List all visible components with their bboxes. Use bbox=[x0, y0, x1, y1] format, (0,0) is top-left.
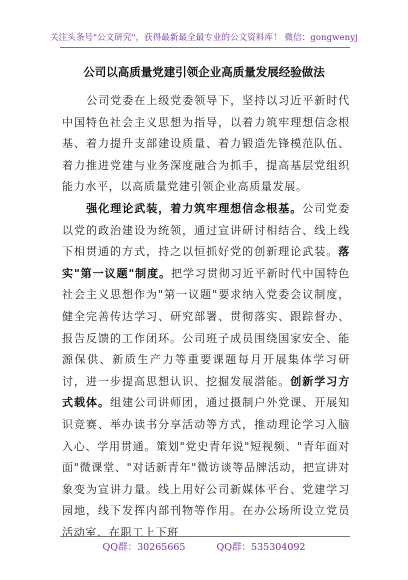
footer-qq-group-2: QQ群：535304092 bbox=[216, 542, 306, 553]
section-heading-theory: 强化理论武装，着力筑牢理想信念根基。 bbox=[86, 201, 303, 215]
paragraph-text: 公司党委以党的政治建设为统领，通过宣讲研讨相结合、线上线下相贯通的方式，持之以恒抓好党的创新理论武装。 bbox=[62, 201, 350, 259]
paragraph-text: 组建公司讲师团，通过摄制户外党课、开展知识竞赛、举办读书分享活动等方式，推动理论学习入脑入心、学用贯通。策划"党史青年说"短视频、"青年面对面"微课堂、"对话新青年"微访谈等品牌活动，把宣讲对象变为宣讲力量。线上用好公司新媒体平台、党建学习园地，线下发挥内部刊物等作用。在办公场所设立党员活动室、在职工上下班 bbox=[62, 396, 350, 539]
header-note: 关注头条号"公文研究"，获得最新最全最专业的公文资料库！ 微信：gongwenyj bbox=[50, 33, 358, 43]
paragraph-text: 把学习贯彻习近平新时代中国特色社会主义思想作为"第一议题"要求纳入党委会议制度，健全完善传达学习、研究部署、贯彻落实、跟踪督办、报告反馈的工作闭环。公司班子成员围绕国家安全、能源保供、新质生产力等重要课题每月开展集体学习研讨，进一步提高思想认识、挖掘发展潜能。 bbox=[62, 266, 351, 388]
header-divider bbox=[60, 47, 350, 48]
document-body bbox=[62, 90, 350, 543]
paragraph-theory bbox=[62, 198, 350, 544]
paragraph-intro: 公司党委在上级党委领导下，坚持以习近平新时代中国特色社会主义思想为指导，以着力筑牢理想信念根基、着力提升支部建设质量、着力锻造先锋模范队伍、着力推进党建与业务深度融合为抓手，提高基层党组织能力水平，以高质量党建引领企业高质量发展。 bbox=[62, 94, 350, 194]
subheading-first-topic: 落实"第一议题"制度。 bbox=[62, 245, 350, 280]
footer bbox=[0, 539, 408, 553]
document-title: 公司以高质量党建引领企业高质量发展经验做法 bbox=[83, 65, 325, 79]
subheading-learning-methods: 创新学习方式载体。 bbox=[62, 374, 350, 410]
footer-divider bbox=[60, 536, 350, 537]
footer-qq-group-1: QQ群：30265665 bbox=[102, 542, 186, 553]
